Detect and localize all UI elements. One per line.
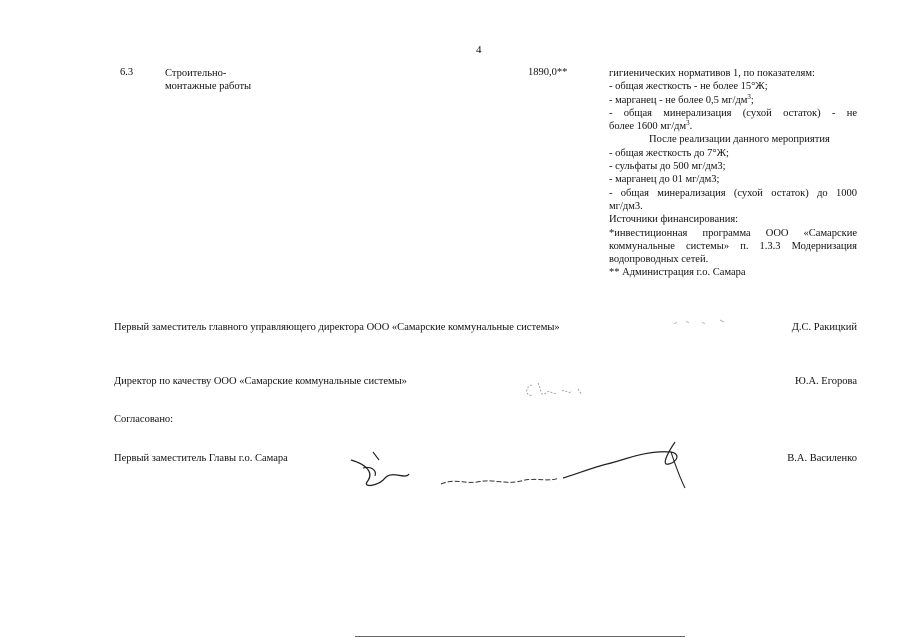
desc-line bbox=[609, 120, 857, 133]
desc-line: ** Администрация г.о. Самара bbox=[609, 267, 746, 279]
item-number: 6.3 bbox=[120, 67, 134, 78]
desc-line: Источники финансирования: bbox=[609, 214, 739, 226]
signatory-name: В.А. Василенко bbox=[787, 453, 857, 464]
agreed-label: Согласовано: bbox=[114, 414, 174, 425]
desc-text: . bbox=[689, 121, 693, 133]
desc-line: - общая минерализация (сухой остаток) - не bbox=[609, 107, 857, 119]
desc-line: После реализации данного мероприятия bbox=[649, 134, 830, 146]
desc-line: *инвестиционная программа ООО «Самарские bbox=[609, 227, 857, 239]
desc-line: мг/дм3. bbox=[609, 200, 643, 212]
signature-mark bbox=[672, 318, 732, 328]
signatory-name: Ю.А. Егорова bbox=[795, 376, 857, 387]
signatory-name: Д.С. Ракицкий bbox=[791, 322, 857, 333]
footer-rule bbox=[355, 636, 685, 637]
desc-line: - общая жесткость - не более 15°Ж; bbox=[609, 81, 768, 93]
page-number: 4 bbox=[476, 44, 482, 56]
signatory-title: Директор по качеству ООО «Самарские коммунальные системы» bbox=[114, 376, 407, 387]
superscript: 3 bbox=[747, 92, 751, 101]
item-name-line: монтажные работы bbox=[165, 81, 252, 92]
desc-line: гигиенических нормативов 1, по показателям: bbox=[609, 68, 815, 79]
desc-line bbox=[609, 94, 857, 107]
item-name bbox=[165, 67, 285, 93]
superscript: 3 bbox=[686, 119, 690, 128]
desc-line: коммунальные системы» п. 1.3.3 Модернизация bbox=[609, 240, 857, 252]
item-name-line: Строительно- bbox=[165, 68, 227, 79]
desc-line: - марганец до 01 мг/дм3; bbox=[609, 174, 720, 186]
desc-text: - марганец - не более 0,5 мг/дм bbox=[609, 94, 748, 106]
desc-line: - сульфаты до 500 мг/дм3; bbox=[609, 161, 726, 173]
desc-text: ; bbox=[750, 94, 754, 106]
signature-mark bbox=[345, 434, 705, 494]
signatory-title: Первый заместитель главного управляющего директора ООО «Самарские коммунальные системы» bbox=[114, 322, 560, 333]
desc-text: более 1600 мг/дм bbox=[609, 121, 687, 133]
signature-mark bbox=[518, 377, 598, 407]
desc-line: - общая минерализация (сухой остаток) до 1000 bbox=[609, 187, 857, 199]
desc-line: - общая жесткость до 7°Ж; bbox=[609, 147, 729, 159]
desc-line: водопроводных сетей. bbox=[609, 254, 709, 266]
signatory-title: Первый заместитель Главы г.о. Самара bbox=[114, 453, 288, 464]
item-amount: 1890,0** bbox=[528, 67, 568, 78]
item-description bbox=[609, 67, 857, 280]
